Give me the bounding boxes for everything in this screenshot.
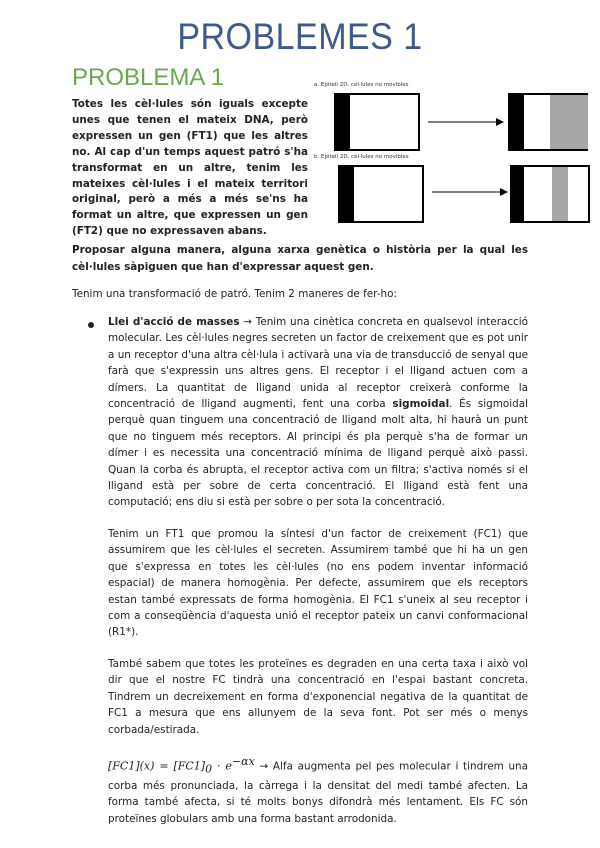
problem-heading: PROBLEMA 1	[72, 64, 225, 91]
bullet-text-2: . És sigmoidal perquè quan tinguem una concentració de lligand molt alta, hi haurà un punt que no tinguem més receptors. Al principi és pla perquè s'ha de formar un dímer i es necessita una concentració mínima de lligand perquè això passi. Quan la corba és abrupta, el receptor activa com un filtra; s'activa només si el lligand està per sobre de certa concentració. El lligand està fent una computació; ens diu si està per sobre o per sota la concentració.	[108, 398, 528, 509]
equation-exponent: −αx	[231, 755, 255, 768]
bullet-mass-action	[108, 314, 528, 511]
bullet-arrow: →	[243, 316, 252, 328]
problem-statement: Totes les cèl·lules són iguals excepte unes que tenen el mateix DNA, però expressen un gen (FT1) que les altres no. Al cap d'un temps aquest patró s'ha transformat en un altre, tenim les mateixes cèl·lules i el mateix territori original, però a més a més se'ns ha format un altre, que expressen un gen (FT2) que no expressaven abans.	[72, 98, 308, 238]
epithelium-a-before	[334, 93, 420, 151]
page-title: PROBLEMES 1	[177, 16, 423, 57]
bullet-icon	[88, 322, 94, 328]
epithelium-a-after	[508, 93, 588, 151]
epithelium-b-before	[338, 165, 424, 223]
pattern-figure	[312, 80, 592, 230]
paragraph-intro: Tenim una transformació de patró. Tenim 2 maneres de fer-ho:	[72, 288, 397, 300]
equation-subscript: 0	[205, 762, 213, 776]
equation-lhs: [FC1](x) = [FC1]	[108, 759, 206, 773]
arrow-icon	[432, 186, 508, 198]
bullet-term: Llei d'acció de masses	[108, 316, 240, 328]
paragraph-degradation: També sabem que totes les proteïnes es degraden en una certa taxa i això vol dir que el nostre FC tindrà una concentració en l'espai bastant concreta. Tindrem un decreixement en forma d'exponencial negativa de la quantitat de FC1 a mesura que ens allunyem de la seva font. Pot ser més o menys corbada/estirada.	[108, 658, 528, 736]
bullet-text-1: Tenim una cinètica concreta en qualsevol interacció molecular. Les cèl·lules negres secreten un factor de creixement que es pot unir a un receptor d'una altra cèl·lula i activarà una via de transducció de senyal que farà que s'expressin uns altres gens. El receptor i el lligand actuen com a dímers. La quantitat de lligand unida al receptor creixerà conforme la concentració de lligand augmenti, fent una corba	[108, 316, 529, 411]
bullet-bold-sigmoidal: sigmoidal	[392, 398, 450, 411]
paragraph-equation	[108, 754, 528, 827]
paragraph-fc1: Tenim un FT1 que promou la síntesi d'un factor de creixement (FC1) que assumirem que les cèl·lules el secreten. Assumirem també que hi ha un gen que s'expressa en totes les cèl·lules (no ens podem inventar informació espacial) de manera homogènia. Per defecte, assumirem que els receptors estan també expressats de forma homogènia. El FC1 s'uneix al seu receptor i com a conseqüència d'aquesta unió el receptor pateix un canvi conformacional (R1*).	[108, 528, 528, 639]
equation-explanation: → Alfa augmenta pel pes molecular i tindrem una corba més pronunciada, la càrrega i la densitat del medi també afecten. La forma també afecta, si té molts bonys difondrà més lentament. Els FC són proteïnes globulars amb una forma bastant arrodonida.	[108, 760, 529, 825]
epithelium-b-after	[510, 165, 590, 223]
equation-exp-base: · e	[212, 759, 232, 773]
figure-caption-a: a. Epiteli 2D, cèl·lules no movibles	[314, 82, 409, 88]
figure-caption-b: b. Epiteli 2D, cèl·lules no movibles	[314, 154, 409, 160]
arrow-icon	[428, 116, 504, 128]
question: Proposar alguna manera, alguna xarxa genètica o història per la qual les cèl·lules sàpiguen que han d'expressar aquest gen.	[72, 244, 528, 273]
